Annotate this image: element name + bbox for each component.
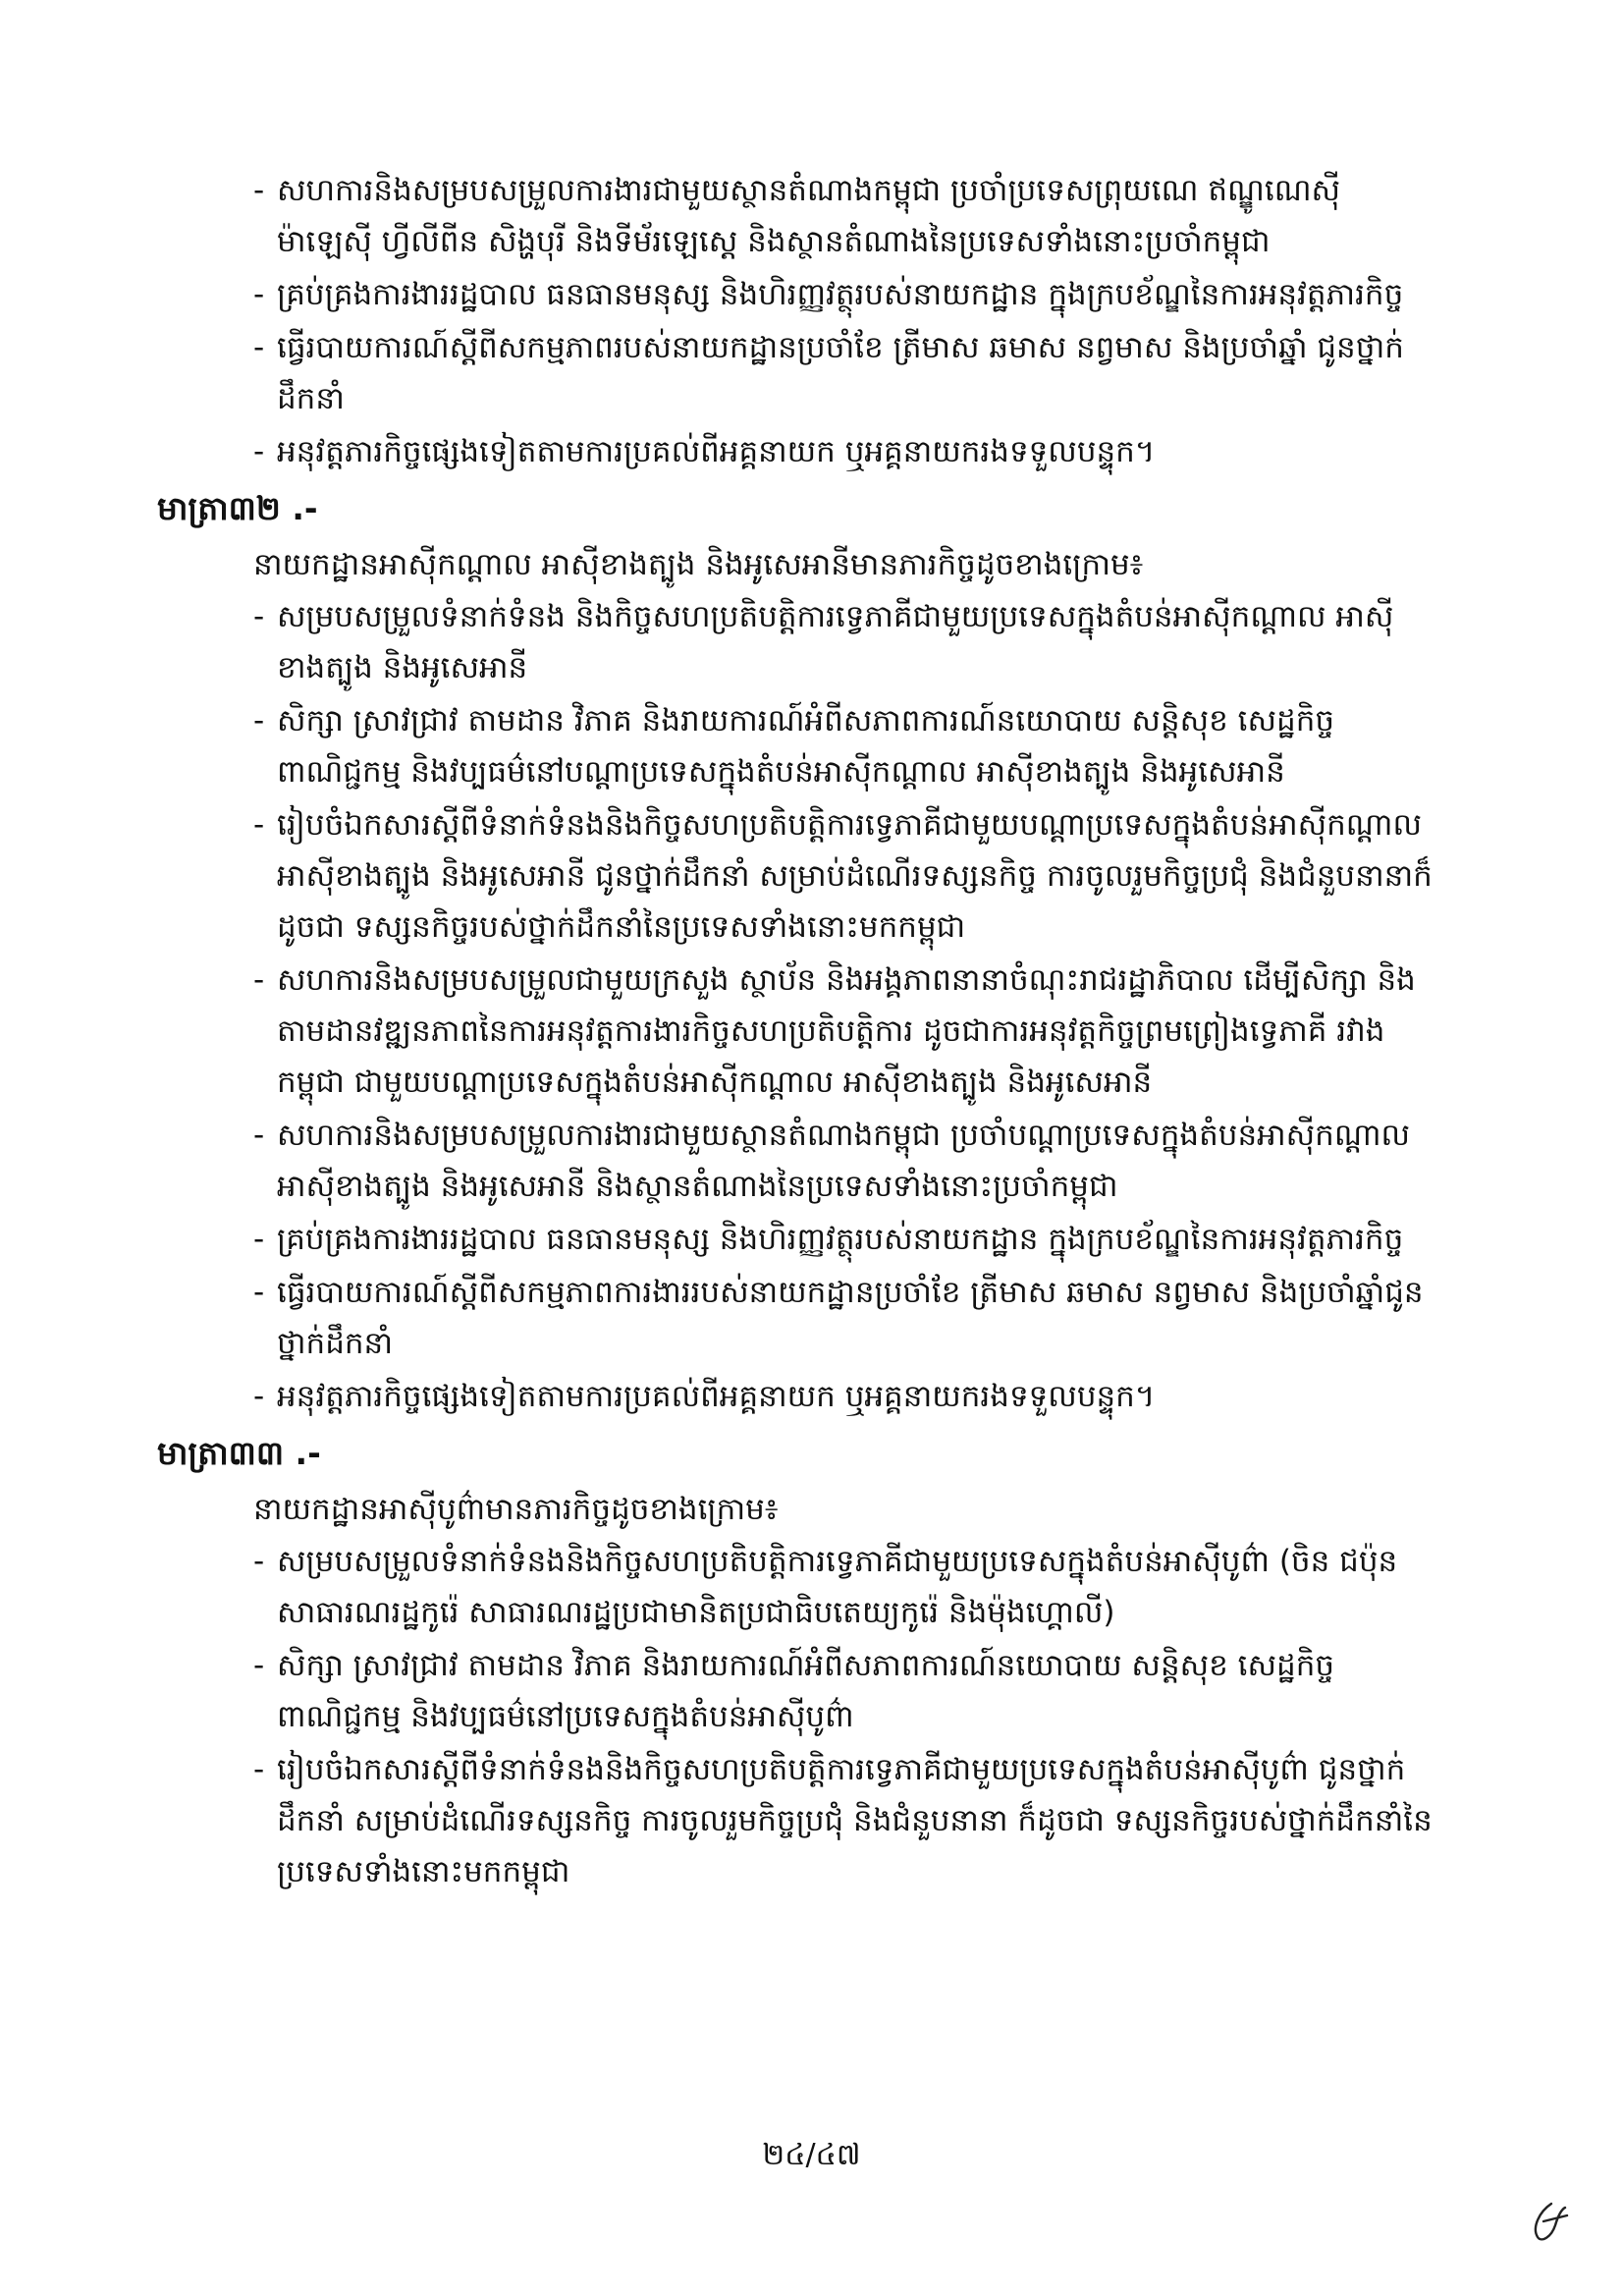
list-item: - សម្របសម្រួលទំនាក់ទំនង និងកិច្ចសហប្រតិបត្តិការទ្វេភាគីជាមួយប្រទេសក្នុងតំបន់អាស៊ីកណ្តាល អាស៊ីខាងត្បូង និងអូសេអានី	[157, 591, 1434, 693]
article-32-heading: មាត្រា៣២ .-	[157, 489, 318, 527]
continued-duties-list	[157, 165, 1434, 477]
article-33-intro: នាយកដ្ឋានអាស៊ីបូព៌ាមានភារកិច្ចដូចខាងក្រោម៖	[253, 1492, 779, 1527]
list-item: - សហការនិងសម្របសម្រួលជាមួយក្រសួង ស្ថាប័ន និងអង្គភាពនានាចំណុះរាជរដ្ឋាភិបាល ដើម្បីសិក្សា និងតាមដានវឌ្ឍនភាពនៃការអនុវត្តការងារកិច្ចសហប្រតិបត្តិការ ដូចជាការអនុវត្តកិច្ចព្រមព្រៀងទ្វេភាគី រវាងកម្ពុជា ជាមួយបណ្តាប្រទេសក្នុងតំបន់អាស៊ីកណ្តាល អាស៊ីខាងត្បូង និងអូសេអានី	[157, 955, 1434, 1108]
list-item: - រៀបចំឯកសារស្តីពីទំនាក់ទំនងនិងកិច្ចសហប្រតិបត្តិការទ្វេភាគីជាមួយបណ្តាប្រទេសក្នុងតំបន់អាស៊ីកណ្តាល អាស៊ីខាងត្បូង និងអូសេអានី ជូនថ្នាក់ដឹកនាំ សម្រាប់ដំណើរទស្សនកិច្ច ការចូលរួមកិច្ចប្រជុំ និងជំនួបនានាក៏ដូចជា ទស្សនកិច្ចរបស់ថ្នាក់ដឹកនាំនៃប្រទេសទាំងនោះមកកម្ពុជា	[157, 799, 1434, 953]
bullet-dash: -	[253, 330, 265, 365]
bullet-dash: -	[253, 173, 265, 208]
bullet-dash: -	[253, 434, 265, 469]
bullet-dash: -	[253, 1275, 265, 1310]
list-item: - សម្របសម្រួលទំនាក់ទំនងនិងកិច្ចសហប្រតិបត្តិការទ្វេភាគីជាមួយប្រទេសក្នុងតំបន់អាស៊ីបូព៌ា (ចិន ជប៉ុន សាធារណរដ្ឋកូរ៉េ សាធារណរដ្ឋប្រជាមានិតប្រជាធិបតេយ្យកូរ៉េ និងម៉ុងហ្គោលី)	[157, 1536, 1434, 1638]
bullet-dash: -	[253, 1379, 265, 1414]
list-item: - គ្រប់គ្រងការងាររដ្ឋបាល ធនធានមនុស្ស និងហិរញ្ញវត្ថុរបស់នាយកដ្ឋាន ក្នុងក្របខ័ណ្ឌនៃការអនុវត្តភារកិច្ច	[157, 269, 1434, 320]
list-item: - ធ្វើរបាយការណ៍ស្តីពីសកម្មភាពរបស់នាយកដ្ឋានប្រចាំខែ ត្រីមាស ឆមាស នព្វមាស និងប្រចាំឆ្នាំ ជូនថ្នាក់ដឹកនាំ	[157, 322, 1434, 424]
initials-signature-icon	[1522, 2198, 1571, 2247]
list-item: - សហការនិងសម្របសម្រួលការងារជាមួយស្ថានតំណាងកម្ពុជា ប្រចាំបណ្តាប្រទេសក្នុងតំបន់អាស៊ីកណ្តាល អាស៊ីខាងត្បូង និងអូសេអានី និងស្ថានតំណាងនៃប្រទេសទាំងនោះប្រចាំកម្ពុជា	[157, 1110, 1434, 1212]
bullet-dash: -	[253, 1544, 265, 1579]
bullet-dash: -	[253, 1222, 265, 1257]
document-body	[157, 165, 1434, 1899]
article-32-duties-list	[157, 591, 1434, 1422]
bullet-dash: -	[253, 277, 265, 312]
article-32-intro: នាយកដ្ឋានអាស៊ីកណ្តាល អាស៊ីខាងត្បូង និងអូសេអានីមានភារកិច្ចដូចខាងក្រោម៖	[253, 547, 1144, 582]
bullet-dash: -	[253, 599, 265, 634]
list-item: - សិក្សា ស្រាវជ្រាវ តាមដាន វិភាគ និងរាយការណ៍អំពីសភាពការណ៍នយោបាយ សន្តិសុខ សេដ្ឋកិច្ច ពាណិជ្ជកម្ម និងវប្បធម៌នៅប្រទេសក្នុងតំបន់អាស៊ីបូព៌ា	[157, 1640, 1434, 1742]
list-item: - សហការនិងសម្របសម្រួលការងារជាមួយស្ថានតំណាងកម្ពុជា ប្រចាំប្រទេសព្រុយណេ ឥណ្ឌូណេស៊ី ម៉ាឡេស៊ី ហ្វីលីពីន សិង្ហបុរី និងទីម័រឡេស្តេ និងស្ថានតំណាងនៃប្រទេសទាំងនោះប្រចាំកម្ពុជា	[157, 165, 1434, 267]
bullet-dash: -	[253, 1648, 265, 1683]
article-33-duties-list	[157, 1536, 1434, 1897]
bullet-dash: -	[253, 807, 265, 843]
list-item: - សិក្សា ស្រាវជ្រាវ តាមដាន វិភាគ និងរាយការណ៍អំពីសភាពការណ៍នយោបាយ សន្តិសុខ សេដ្ឋកិច្ច ពាណិជ្ជកម្ម និងវប្បធម៌នៅបណ្តាប្រទេសក្នុងតំបន់អាស៊ីកណ្តាល អាស៊ីខាងត្បូង និងអូសេអានី	[157, 695, 1434, 797]
bullet-dash: -	[253, 962, 265, 998]
list-item: - អនុវត្តភារកិច្ចផ្សេងទៀតតាមការប្រគល់ពីអគ្គនាយក ឬអគ្គនាយករងទទួលបន្ទុក។	[157, 1371, 1434, 1422]
bullet-dash: -	[253, 1118, 265, 1153]
list-item: - ធ្វើរបាយការណ៍ស្តីពីសកម្មភាពការងាររបស់នាយកដ្ឋានប្រចាំខែ ត្រីមាស ឆមាស នព្វមាស និងប្រចាំឆ្នាំជូនថ្នាក់ដឹកនាំ	[157, 1267, 1434, 1369]
list-item: - អនុវត្តភារកិច្ចផ្សេងទៀតតាមការប្រគល់ពីអគ្គនាយក ឬអគ្គនាយករងទទួលបន្ទុក។	[157, 426, 1434, 477]
article-33-heading: មាត្រា៣៣ .-	[157, 1434, 321, 1472]
list-item: - គ្រប់គ្រងការងាររដ្ឋបាល ធនធានមនុស្ស និងហិរញ្ញវត្ថុរបស់នាយកដ្ឋាន ក្នុងក្របខ័ណ្ឌនៃការអនុវត្តភារកិច្ច	[157, 1214, 1434, 1265]
list-item: - រៀបចំឯកសារស្តីពីទំនាក់ទំនងនិងកិច្ចសហប្រតិបត្តិការទ្វេភាគីជាមួយប្រទេសក្នុងតំបន់អាស៊ីបូព៌ា ជូនថ្នាក់ដឹកនាំ សម្រាប់ដំណើរទស្សនកិច្ច ការចូលរួមកិច្ចប្រជុំ និងជំនួបនានា ក៏ដូចជា ទស្សនកិច្ចរបស់ថ្នាក់ដឹកនាំនៃប្រទេសទាំងនោះមកកម្ពុជា	[157, 1744, 1434, 1897]
page-number: ២៤/៤៧	[762, 2138, 861, 2172]
bullet-dash: -	[253, 1752, 265, 1787]
bullet-dash: -	[253, 703, 265, 738]
